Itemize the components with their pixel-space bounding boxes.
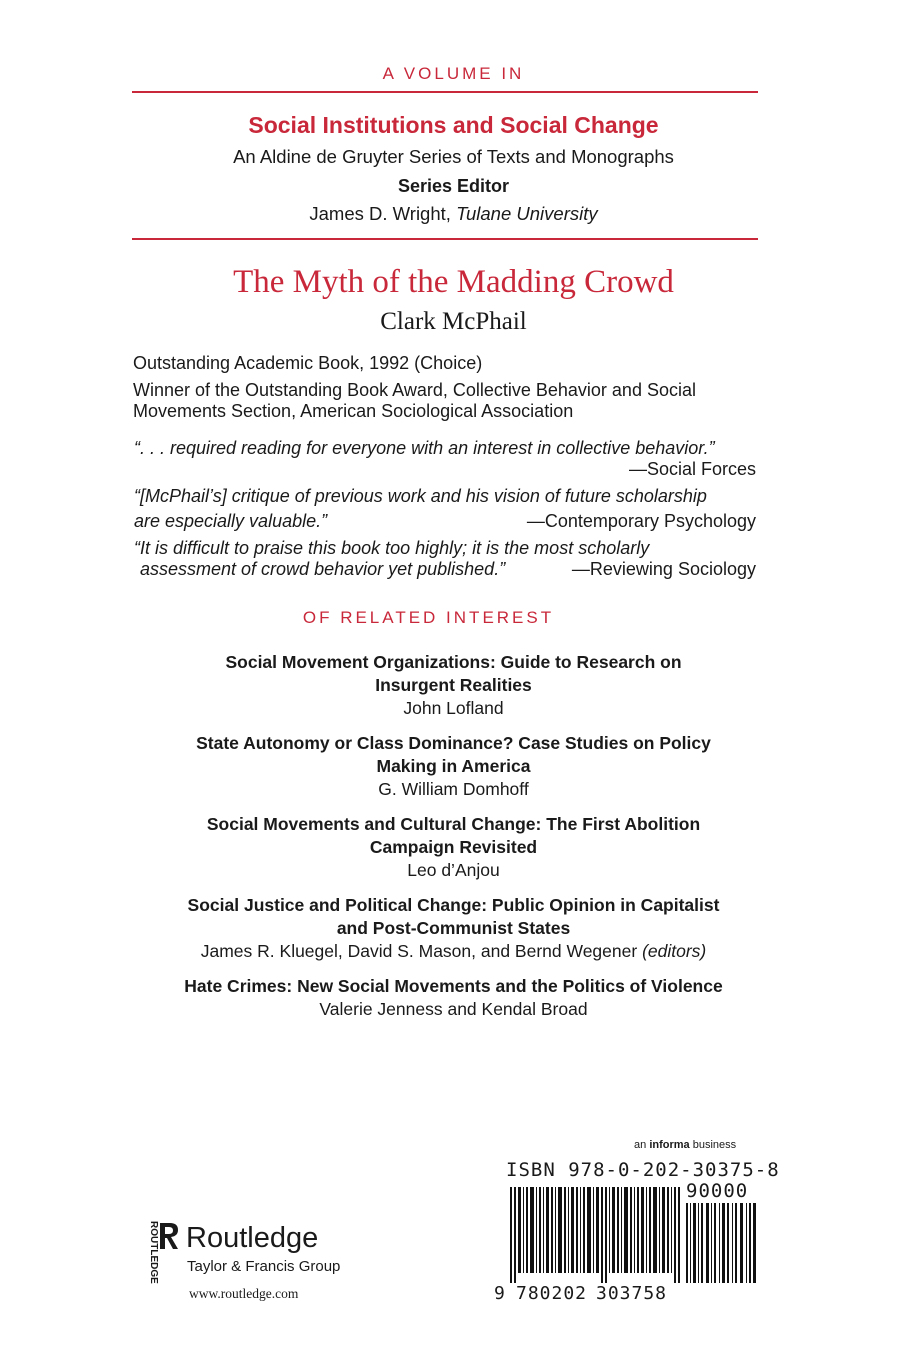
related-item-title-line: Hate Crimes: New Social Movements and the Politics of Violence [184,976,723,996]
related-item [120,813,787,882]
related-item-author: Valerie Jenness and Kendal Broad [319,999,588,1019]
series-subtitle: An Aldine de Gruyter Series of Texts and Monographs [233,146,674,167]
editor-name: James D. Wright, [309,203,451,224]
publisher-website: www.routledge.com [189,1286,299,1301]
related-item-author-note: (editors) [642,941,707,961]
series-editor [0,203,907,225]
publisher-group: Taylor & Francis Group [187,1258,341,1275]
related-item-title-line: State Autonomy or Class Dominance? Case Studies on Policy [196,733,711,753]
award-line-3: Movements Section, American Sociological Association [133,401,574,421]
editor-affiliation: Tulane University [456,203,598,224]
informa-tagline [634,1139,736,1151]
related-item-title-line: and Post-Communist States [336,918,571,938]
routledge-vertical-text: ROUTLEDGE [148,1221,159,1284]
related-item-title-line: Social Justice and Political Change: Public Opinion in Capitalist [187,895,720,915]
routledge-logo-mark [133,1220,157,1282]
informa-prefix: an [634,1139,647,1151]
addon-digits: 90000 [686,1180,749,1202]
quote-3 [134,538,756,580]
related-item [120,651,787,720]
informa-bold: informa [649,1139,690,1151]
informa-suffix: business [692,1139,737,1151]
quote-1 [134,438,756,480]
related-item [120,732,787,801]
quote-2-text: “[McPhail’s] critique of previous work and his vision of future scholarship [134,486,707,506]
barcode-icon [510,1187,756,1283]
related-item-author: James R. Kluegel, David S. Mason, and Bernd Wegener [200,941,638,961]
award-line-2: Winner of the Outstanding Book Award, Collective Behavior and Social [133,380,696,400]
related-item-title-line: Social Movement Organizations: Guide to Research on [225,652,682,672]
related-item [120,894,787,963]
quote-2-source: —Contemporary Psychology [526,511,756,531]
publisher-name: Routledge [186,1222,319,1254]
barcode-digit-lead: 9 [494,1283,505,1304]
barcode-digits-right: 303758 [596,1283,668,1304]
related-item-title-line: Campaign Revisited [369,837,538,857]
related-item [120,975,787,1021]
related-item-author: G. William Domhoff [378,779,529,799]
related-item-title-line: Insurgent Realities [375,675,532,695]
series-title: Social Institutions and Social Change [248,112,659,138]
middle-rule [132,238,758,240]
related-item-title-line: Making in America [376,756,531,776]
series-editor-label: Series Editor [397,176,510,196]
quote-2 [134,486,756,532]
related-item-author: John Lofland [403,698,504,718]
book-title: The Myth of the Madding Crowd [233,264,674,300]
related-item-author: Leo d’Anjou [407,860,500,880]
quote-3-text-cont: assessment of crowd behavior yet published.” [140,559,506,579]
routledge-r-icon [133,1220,157,1282]
top-rule [132,91,758,93]
quote-3-source: —Reviewing Sociology [571,559,756,579]
quote-3-text: “It is difficult to praise this book too highly; it is the most scholarly [134,538,650,558]
quote-1-source: —Social Forces [628,459,756,479]
volume-label: A VOLUME IN [382,64,525,83]
quote-2-text-cont: are especially valuable.” [134,511,328,531]
related-item-title-line: Social Movements and Cultural Change: The First Abolition [206,814,701,834]
quote-1-text: “. . . required reading for everyone with an interest in collective behavior.” [134,438,715,458]
book-author: Clark McPhail [380,308,527,335]
barcode-digits-left: 780202 [516,1283,588,1304]
isbn-text: ISBN 978-0-202-30375-8 [506,1159,780,1181]
award-line-1: Outstanding Academic Book, 1992 (Choice) [133,353,483,373]
routledge-r-glyph [158,1221,180,1251]
r-logo-icon [158,1221,180,1251]
related-heading: OF RELATED INTEREST [302,608,555,627]
